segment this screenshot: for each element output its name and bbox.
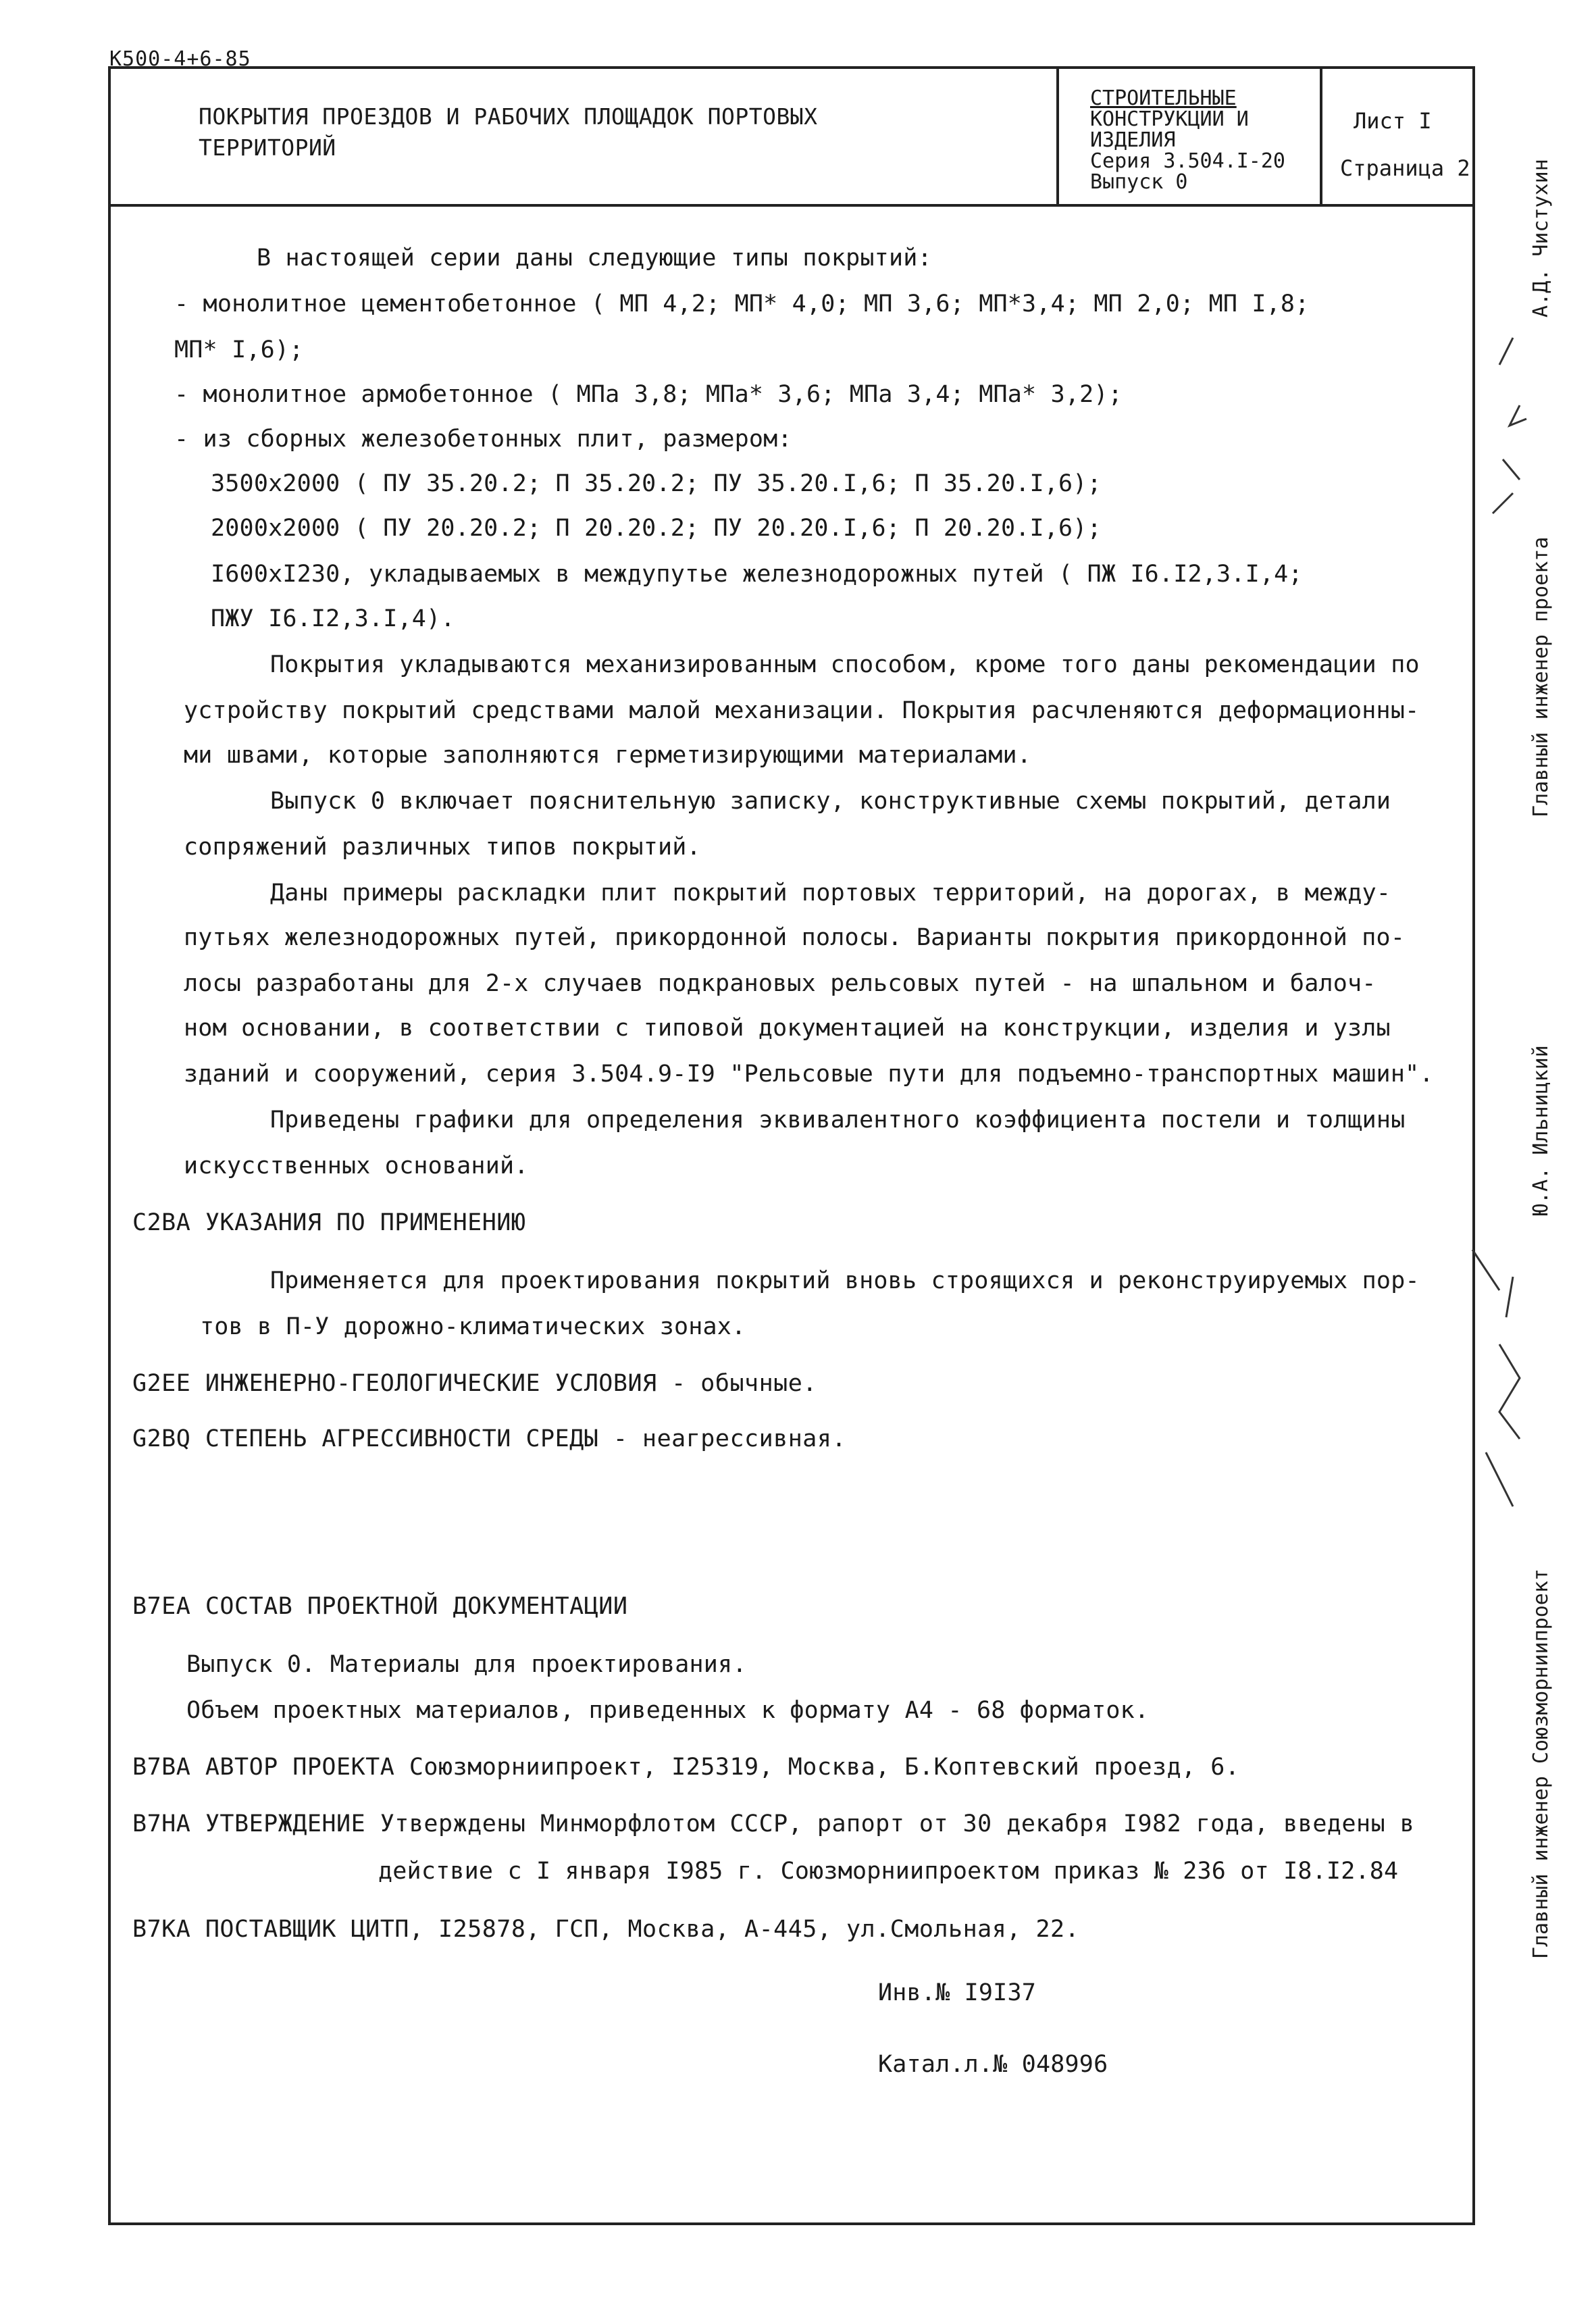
sheet-block [1333, 97, 1475, 192]
section-supplier: В7КА ПОСТАВЩИК ЦИТП, I25878, ГСП, Москва, А-445, ул.Смольная, 22. [132, 1916, 1080, 1943]
paragraph-line: ном основании, в соответствии с типовой документацией на конструкции, изделия и узлы [184, 1015, 1391, 1042]
paragraph-line: действие с I января I985 г. Союзморниипроектом приказ № 236 от I8.I2.84 [378, 1858, 1399, 1885]
paragraph-line: Применяется для проектирования покрытий вновь строящихся и реконструируемых пор- [270, 1267, 1420, 1294]
intro-line: ПЖУ I6.I2,3.I,4). [211, 605, 455, 632]
series-number: Серия 3.504.I-20 [1090, 149, 1285, 173]
section-aggressiveness: G2ВQ СТЕПЕНЬ АГРЕССИВНОСТИ СРЕДЫ - неагрессивная. [132, 1425, 847, 1452]
paragraph-line: Выпуск 0. Материалы для проектирования. [186, 1651, 747, 1678]
paragraph-line: зданий и сооружений, серия 3.504.9-I9 "Рельсовые пути для подъемно-транспортных машин". [184, 1061, 1434, 1088]
section-heading-composition: В7ЕА СОСТАВ ПРОЕКТНОЙ ДОКУМЕНТАЦИИ [132, 1593, 628, 1620]
intro-line: - из сборных железобетонных плит, размером: [174, 426, 792, 453]
paragraph-line: ми швами, которые заполняются герметизирующими материалами. [184, 742, 1032, 769]
section-approval: В7НА УТВЕРЖДЕНИЕ Утверждены Минморфлотом СССР, рапорт от 30 декабря I982 года, введены в [132, 1810, 1415, 1837]
intro-line: - монолитное армобетонное ( МПа 3,8; МПа* 3,6; МПа 3,4; МПа* 3,2); [174, 381, 1123, 408]
series-line: СТРОИТЕЛЬНЫЕ [1090, 86, 1237, 110]
series-line: КОНСТРУКЦИИ И [1090, 107, 1249, 131]
signature-1 [1472, 324, 1560, 527]
section-geology: G2ЕЕ ИНЖЕНЕРНО-ГЕОЛОГИЧЕСКИЕ УСЛОВИЯ - обычные. [132, 1370, 817, 1397]
side-name-1: А.Д. Чистухин [1529, 159, 1553, 317]
paragraph-line: устройству покрытий средствами малой механизации. Покрытия расчленяются деформационны- [184, 697, 1420, 724]
paragraph-line: Выпуск 0 включает пояснительную записку, конструктивные схемы покрытий, детали [270, 788, 1391, 815]
paragraph-line: Объем проектных материалов, приведенных к формату А4 - 68 форматок. [186, 1697, 1150, 1724]
title-line: ТЕРРИТОРИЙ [199, 134, 336, 161]
intro-line: МП* I,6); [174, 336, 304, 363]
intro-line: В настоящей серии даны следующие типы покрытий: [257, 245, 932, 272]
series-line: ИЗДЕЛИЯ [1090, 128, 1176, 152]
paragraph-line: Покрытия укладываются механизированным способом, кроме того даны рекомендации по [270, 651, 1420, 678]
intro-line: I600xI230, укладываемых в междупутье железнодорожных путей ( ПЖ I6.I2,3.I,4; [211, 561, 1303, 588]
signature-2 [1459, 1236, 1560, 1520]
paragraph-line: тов в П-У дорожно-климатических зонах. [200, 1313, 746, 1340]
paragraph-line: лосы разработаны для 2-х случаев подкрановых рельсовых путей - на шпальном и балоч- [184, 970, 1376, 997]
document-code: К500-4+6-85 [109, 47, 251, 71]
sheet-number: Лист I [1354, 108, 1432, 134]
catalog-number: Катал.л.№ 048996 [878, 2051, 1108, 2078]
side-name-2: Ю.А. Ильницкий [1529, 1045, 1553, 1216]
inventory-number: Инв.№ I9I37 [878, 1979, 1036, 2006]
paragraph-line: Приведены графики для определения эквивалентного коэффициента постели и толщины [270, 1107, 1406, 1134]
section-author: В7ВА АВТОР ПРОЕКТА Союзморниипроект, I25319, Москва, Б.Коптевский проезд, 6. [132, 1754, 1240, 1781]
title-line: ПОКРЫТИЯ ПРОЕЗДОВ И РАБОЧИХ ПЛОЩАДОК ПОРТОВЫХ [199, 103, 818, 130]
side-chief-engineer-2: Главный инженер Союзморниипроект [1529, 1569, 1553, 1959]
intro-line: 2000x2000 ( ПУ 20.20.2; П 20.20.2; ПУ 20.20.I,6; П 20.20.I,6); [211, 515, 1102, 542]
series-issue: Выпуск 0 [1090, 170, 1188, 194]
paragraph-line: искусственных оснований. [184, 1152, 529, 1179]
header-divider [1056, 69, 1059, 204]
page-number: Страница 2 [1340, 155, 1470, 181]
intro-line: - монолитное цементобетонное ( МП 4,2; МП* 4,0; МП 3,6; МП*3,4; МП 2,0; МП I,8; [174, 290, 1310, 317]
header-divider [1320, 69, 1322, 204]
paragraph-line: сопряжений различных типов покрытий. [184, 834, 701, 861]
paragraph-line: Даны примеры раскладки плит покрытий портовых территорий, на дорогах, в между- [270, 880, 1391, 907]
title-block [111, 69, 1472, 207]
intro-line: 3500x2000 ( ПУ 35.20.2; П 35.20.2; ПУ 35.20.I,6; П 35.20.I,6); [211, 470, 1102, 497]
paragraph-line: путьях железнодорожных путей, прикордонной полосы. Варианты покрытия прикордонной по- [184, 924, 1406, 951]
section-heading-usage: С2ВА УКАЗАНИЯ ПО ПРИМЕНЕНИЮ [132, 1209, 526, 1236]
document-title [199, 101, 1077, 163]
series-block [1090, 88, 1306, 193]
side-chief-engineer-1: Главный инженер проекта [1529, 536, 1553, 817]
